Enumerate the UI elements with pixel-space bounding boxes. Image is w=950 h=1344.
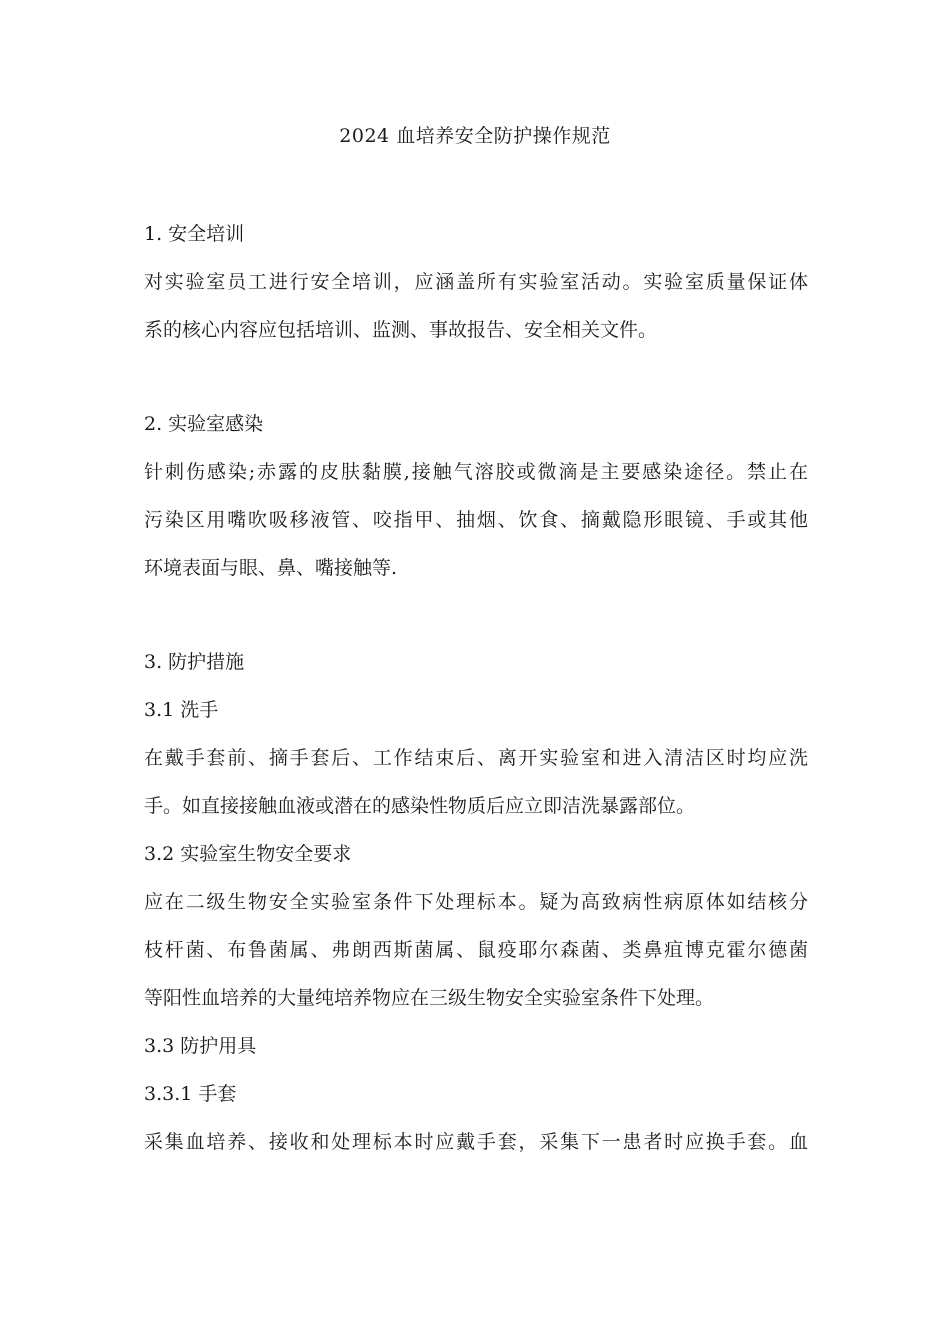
section-heading: 1. 安全培训 [144,223,245,245]
paragraph-line: 在戴手套前、摘手套后、工作结束后、离开实验室和进入清洁区时均应洗 [144,747,808,769]
paragraph-line: 应在二级生物安全实验室条件下处理标本。疑为高致病性病原体如结核分 [144,891,808,913]
document-title: 2024 血培养安全防护操作规范 [339,125,611,147]
section-heading: 2. 实验室感染 [144,413,264,435]
paragraph-line: 针刺伤感染;赤露的皮肤黏膜,接触气溶胶或微滴是主要感染途径。禁止在 [144,461,808,483]
paragraph-line: 采集血培养、接收和处理标本时应戴手套，采集下一患者时应换手套。血 [144,1131,808,1153]
subsection-heading: 3.2 实验室生物安全要求 [144,843,352,865]
document-body [144,222,808,1178]
paragraph-line: 对实验室员工进行安全培训，应涵盖所有实验室活动。实验室质量保证体 [144,271,808,293]
paragraph-line: 手。如直接接触血液或潜在的感染性物质后应立即洁洗暴露部位。 [144,795,696,817]
subsection-heading: 3.3 防护用具 [144,1035,257,1057]
paragraph-line: 系的核心内容应包括培训、监测、事故报告、安全相关文件。 [144,319,658,341]
paragraph-line: 环境表面与眼、鼻、嘴接触等. [144,557,398,579]
subsection-heading: 3.3.1 手套 [144,1083,237,1105]
spacer [144,604,808,650]
spacer [144,366,808,412]
subsection-heading: 3.1 洗手 [144,699,219,721]
paragraph-line: 污染区用嘴吹吸移液管、咬指甲、抽烟、饮食、摘戴隐形眼镜、手或其他 [144,509,808,531]
paragraph-line: 等阳性血培养的大量纯培养物应在三级生物安全实验室条件下处理。 [144,987,715,1009]
paragraph-line: 枝杆菌、布鲁菌属、弗朗西斯菌属、鼠疫耶尔森菌、类鼻疽博克霍尔德菌 [144,939,808,961]
section-heading: 3. 防护措施 [144,651,245,673]
